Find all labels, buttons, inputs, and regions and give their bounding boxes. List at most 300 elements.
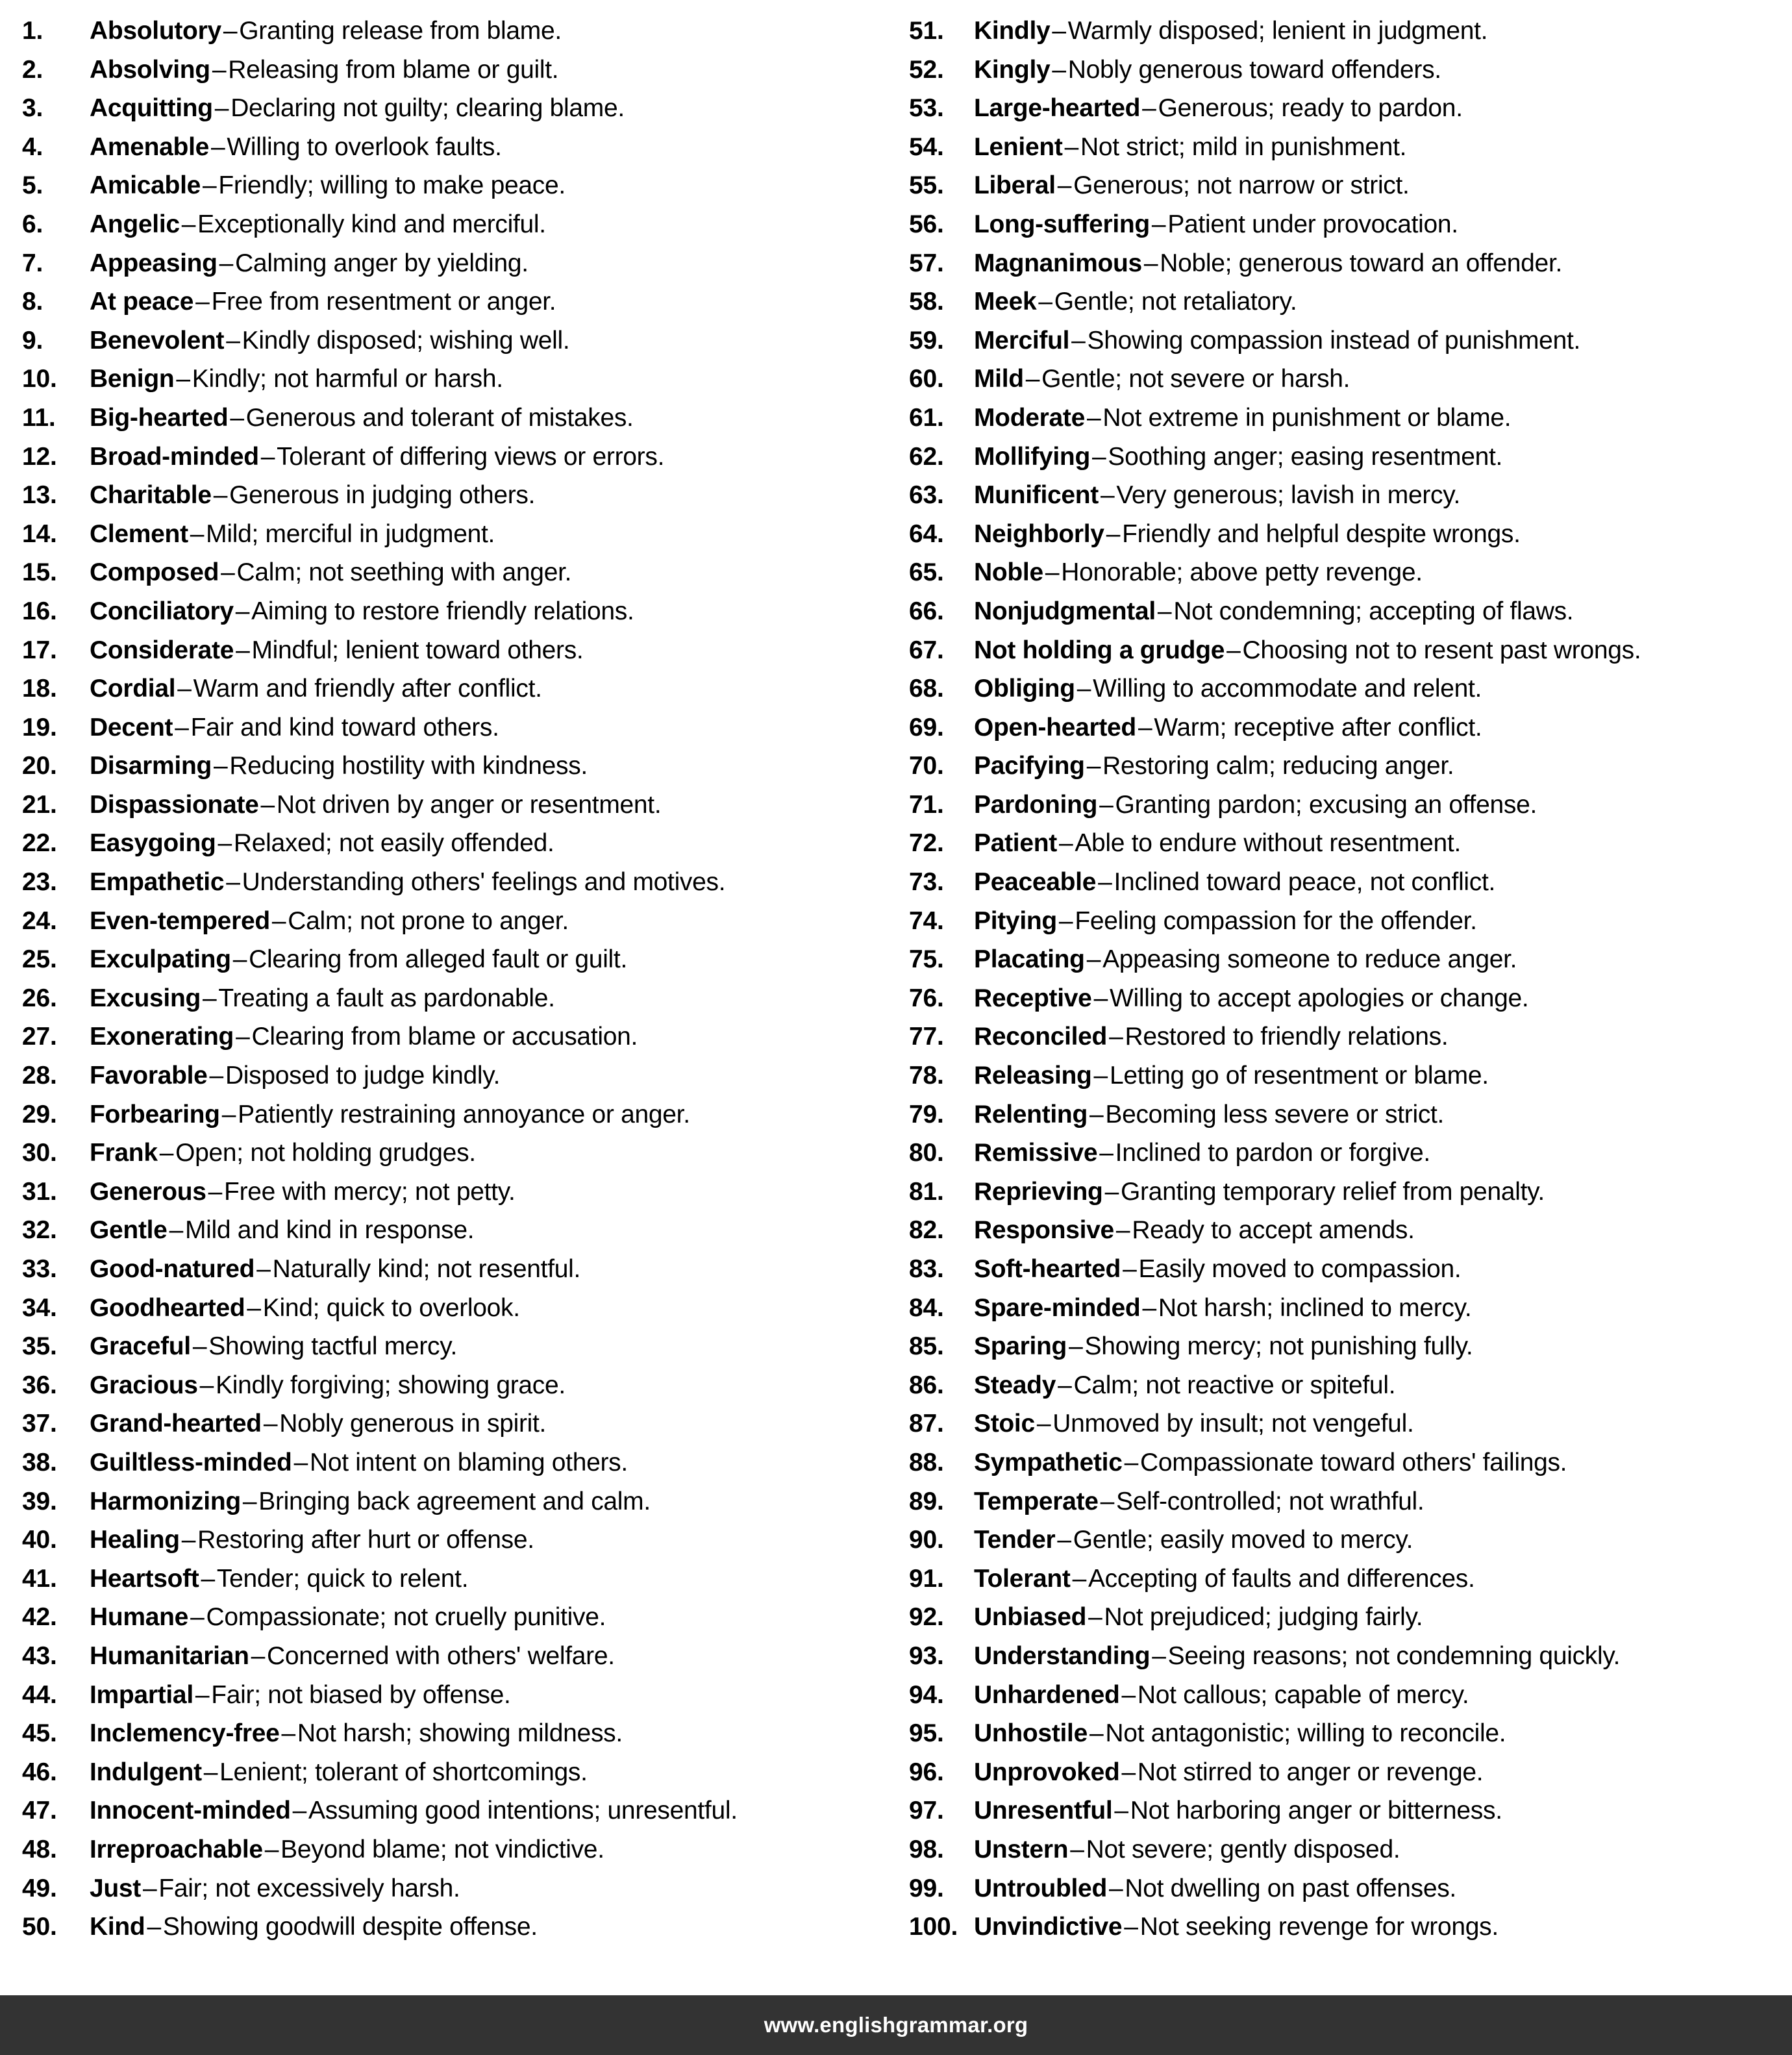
entry-body — [90, 902, 884, 941]
entry-number: 57. — [909, 249, 944, 277]
entry-number: 19. — [22, 713, 57, 741]
entry-body — [974, 669, 1780, 708]
entry-term: Angelic — [90, 210, 180, 238]
entry-body — [974, 1443, 1780, 1482]
entry-definition: Honorable; above petty revenge. — [1061, 558, 1423, 587]
entry-number: 97. — [909, 1797, 944, 1825]
word-entry — [909, 1366, 1780, 1405]
entry-separator: – — [293, 1448, 308, 1476]
word-entry — [909, 979, 1780, 1018]
entry-separator: – — [218, 829, 232, 858]
word-entry — [22, 360, 884, 399]
entry-separator: – — [271, 906, 286, 935]
word-entry — [909, 1327, 1780, 1366]
entry-term: Humane — [90, 1603, 189, 1632]
entry-number: 90. — [909, 1526, 944, 1554]
entry-term: Indulgent — [90, 1758, 202, 1786]
word-entry — [22, 515, 884, 554]
word-entry — [909, 940, 1780, 979]
entry-term: Kindly — [974, 17, 1051, 45]
word-entry — [22, 476, 884, 515]
entry-term: Relenting — [974, 1100, 1088, 1128]
entry-body — [90, 631, 884, 670]
entry-number: 23. — [22, 868, 57, 897]
word-entry — [909, 1056, 1780, 1095]
entry-body — [90, 282, 884, 321]
entry-body — [974, 1791, 1780, 1830]
entry-definition: Declaring not guilty; clearing blame. — [230, 94, 625, 123]
entry-definition: Accepting of faults and differences. — [1088, 1564, 1475, 1593]
word-entry — [22, 1598, 884, 1637]
entry-definition: Not condemning; accepting of flaws. — [1173, 597, 1574, 625]
word-entry — [22, 1404, 884, 1443]
entry-definition: Generous; not narrow or strict. — [1073, 171, 1410, 200]
entry-number: 30. — [22, 1139, 57, 1167]
entry-body — [90, 863, 884, 902]
entry-separator: – — [169, 1216, 183, 1245]
entry-number: 74. — [909, 906, 944, 935]
entry-definition: Clearing from blame or accusation. — [251, 1023, 638, 1051]
word-entry — [22, 1134, 884, 1173]
entry-body — [974, 747, 1780, 786]
entry-body — [974, 12, 1780, 51]
word-entry — [909, 1637, 1780, 1676]
entry-term: Nonjudgmental — [974, 597, 1156, 625]
entry-term: Considerate — [90, 636, 234, 664]
entry-term: Gentle — [90, 1216, 168, 1245]
entry-body — [90, 1482, 884, 1521]
entry-separator: – — [1226, 636, 1241, 664]
entry-separator: – — [1142, 1293, 1156, 1322]
entry-body — [974, 282, 1780, 321]
entry-number: 62. — [909, 442, 944, 471]
word-entry — [909, 1714, 1780, 1753]
entry-body — [974, 1404, 1780, 1443]
entry-body — [90, 1095, 884, 1134]
entry-separator: – — [190, 519, 205, 548]
entry-definition: Easily moved to compassion. — [1138, 1255, 1462, 1283]
entry-definition: Gentle; easily moved to mercy. — [1073, 1526, 1413, 1554]
word-entry — [22, 1366, 884, 1405]
entry-definition: Generous and tolerant of mistakes. — [245, 403, 634, 432]
entry-definition: Mindful; lenient toward others. — [251, 636, 584, 664]
entry-number: 51. — [909, 17, 944, 45]
entry-definition: Showing mercy; not punishing fully. — [1084, 1332, 1473, 1361]
entry-body — [90, 476, 884, 515]
entry-number: 40. — [22, 1526, 57, 1554]
entry-definition: Calm; not reactive or spiteful. — [1073, 1371, 1396, 1399]
entry-body — [90, 1327, 884, 1366]
entry-number: 3. — [22, 94, 44, 123]
entry-number: 72. — [909, 829, 944, 858]
entry-body — [90, 1134, 884, 1173]
entry-number: 27. — [22, 1023, 57, 1051]
entry-definition: Feeling compassion for the offender. — [1075, 906, 1477, 935]
word-entry — [909, 1598, 1780, 1637]
entry-separator: – — [1142, 94, 1156, 123]
entry-separator: – — [214, 752, 228, 780]
entry-term: Decent — [90, 713, 173, 741]
entry-number: 88. — [909, 1448, 944, 1476]
word-entry — [22, 1908, 884, 1947]
word-entry — [22, 1753, 884, 1792]
entry-term: Broad-minded — [90, 442, 259, 471]
entry-separator: – — [242, 1487, 257, 1515]
entry-number: 84. — [909, 1293, 944, 1322]
entry-term: Even-tempered — [90, 906, 270, 935]
entry-separator: – — [221, 1100, 236, 1128]
entry-definition: Warm and friendly after conflict. — [193, 675, 542, 703]
entry-separator: – — [147, 1913, 161, 1941]
entry-number: 4. — [22, 132, 44, 161]
entry-number: 44. — [22, 1680, 57, 1709]
word-entry — [909, 476, 1780, 515]
entry-term: Good-natured — [90, 1255, 255, 1283]
entry-definition: Fair; not excessively harsh. — [158, 1874, 460, 1902]
entry-body — [90, 515, 884, 554]
word-entry — [22, 592, 884, 631]
entry-definition: Ready to accept amends. — [1132, 1216, 1415, 1245]
entry-body — [974, 824, 1780, 863]
entry-separator: – — [199, 1371, 214, 1399]
entry-separator: – — [1069, 1332, 1083, 1361]
entry-body — [974, 1134, 1780, 1173]
word-entry — [22, 399, 884, 438]
entry-term: Reconciled — [974, 1023, 1108, 1051]
entry-separator: – — [1088, 1603, 1102, 1632]
entry-body — [90, 669, 884, 708]
entry-separator: – — [1091, 442, 1106, 471]
entry-definition: Not harsh; inclined to mercy. — [1158, 1293, 1472, 1322]
entry-body — [974, 1211, 1780, 1250]
entry-term: Favorable — [90, 1062, 208, 1090]
entry-definition: Not intent on blaming others. — [309, 1448, 628, 1476]
entry-number: 60. — [909, 365, 944, 393]
entry-number: 2. — [22, 55, 44, 84]
word-entry — [909, 1250, 1780, 1289]
entry-body — [974, 321, 1780, 360]
entry-term: Patient — [974, 829, 1057, 858]
word-entry — [909, 631, 1780, 670]
word-entry — [909, 1521, 1780, 1560]
entry-term: Unbiased — [974, 1603, 1087, 1632]
entry-separator: – — [251, 1641, 266, 1670]
entry-term: Untroubled — [974, 1874, 1107, 1902]
entry-term: Disarming — [90, 752, 212, 780]
word-entry — [22, 51, 884, 90]
entry-number: 47. — [22, 1797, 57, 1825]
entry-definition: Mild; merciful in judgment. — [206, 519, 495, 548]
entry-term: Appeasing — [90, 249, 218, 277]
entry-separator: – — [1123, 1255, 1137, 1283]
entry-body — [974, 708, 1780, 747]
entry-number: 18. — [22, 675, 57, 703]
entry-term: Amicable — [90, 171, 201, 200]
entry-term: Harmonizing — [90, 1487, 241, 1515]
entry-separator: – — [236, 636, 250, 664]
entry-body — [974, 1637, 1780, 1676]
entry-definition: Kindly; not harmful or harsh. — [192, 365, 503, 393]
entry-separator: – — [1152, 1641, 1166, 1670]
entry-number: 49. — [22, 1874, 57, 1902]
entry-term: Lenient — [974, 132, 1063, 161]
entry-term: Pacifying — [974, 752, 1085, 780]
entry-body — [974, 1560, 1780, 1599]
entry-term: Dispassionate — [90, 790, 259, 819]
entry-term: Stoic — [974, 1410, 1035, 1438]
entry-definition: Showing tactful mercy. — [208, 1332, 458, 1361]
entry-definition: Not dwelling on past offenses. — [1125, 1874, 1456, 1902]
word-entry — [22, 669, 884, 708]
entry-definition: Appeasing someone to reduce anger. — [1102, 945, 1517, 974]
entry-separator: – — [208, 1177, 223, 1206]
word-entry — [909, 553, 1780, 592]
word-entry — [909, 786, 1780, 825]
word-entry — [909, 669, 1780, 708]
entry-separator: – — [1099, 1139, 1114, 1167]
entry-number: 25. — [22, 945, 57, 974]
entry-number: 20. — [22, 752, 57, 780]
entry-separator: – — [1086, 945, 1101, 974]
entry-definition: Kind; quick to overlook. — [262, 1293, 520, 1322]
entry-body — [974, 360, 1780, 399]
entry-number: 56. — [909, 210, 944, 238]
entry-number: 11. — [22, 403, 56, 432]
entry-body — [90, 438, 884, 477]
entry-definition: Inclined toward peace, not conflict. — [1114, 868, 1496, 897]
entry-separator: – — [211, 132, 225, 161]
word-entry — [909, 89, 1780, 128]
entry-separator: – — [1071, 326, 1086, 355]
entry-term: Amenable — [90, 132, 209, 161]
entry-definition: Granting pardon; excusing an offense. — [1115, 790, 1537, 819]
entry-definition: Granting release from blame. — [239, 17, 562, 45]
word-entry — [909, 1134, 1780, 1173]
entry-definition: Not strict; mild in punishment. — [1080, 132, 1407, 161]
entry-definition: Willing to overlook faults. — [227, 132, 502, 161]
entry-separator: – — [203, 171, 217, 200]
entry-body — [90, 1289, 884, 1328]
entry-separator: – — [143, 1874, 157, 1902]
entry-separator: – — [247, 1293, 261, 1322]
entry-separator: – — [1057, 171, 1072, 200]
word-entry — [22, 747, 884, 786]
word-entry — [909, 12, 1780, 51]
entry-number: 31. — [22, 1177, 57, 1206]
entry-definition: Showing compassion instead of punishment. — [1087, 326, 1581, 355]
entry-body — [974, 1173, 1780, 1212]
entry-definition: Not prejudiced; judging fairly. — [1104, 1603, 1423, 1632]
word-entry — [909, 205, 1780, 244]
entry-separator: – — [1100, 1487, 1115, 1515]
entry-definition: Lenient; tolerant of shortcomings. — [219, 1758, 588, 1786]
footer-bar — [0, 1995, 1792, 2055]
entry-body — [90, 51, 884, 90]
entry-separator: – — [223, 17, 238, 45]
entry-separator: – — [1109, 1023, 1123, 1051]
entry-term: Peaceable — [974, 868, 1097, 897]
entry-number: 21. — [22, 790, 57, 819]
word-entry — [22, 12, 884, 51]
entry-number: 75. — [909, 945, 944, 974]
entry-definition: Exceptionally kind and merciful. — [197, 210, 546, 238]
entry-term: Acquitting — [90, 94, 213, 123]
word-entry — [909, 1753, 1780, 1792]
entry-number: 64. — [909, 519, 944, 548]
entry-body — [974, 476, 1780, 515]
word-entry — [909, 128, 1780, 167]
entry-separator: – — [1121, 1758, 1136, 1786]
entry-body — [974, 940, 1780, 979]
entry-separator: – — [1058, 1371, 1072, 1399]
entry-definition: Gentle; not retaliatory. — [1054, 288, 1297, 316]
entry-separator: – — [1045, 558, 1060, 587]
entry-body — [90, 128, 884, 167]
entry-number: 93. — [909, 1641, 944, 1670]
word-entry — [22, 282, 884, 321]
entry-number: 26. — [22, 984, 57, 1012]
entry-body — [974, 786, 1780, 825]
entry-term: Magnanimous — [974, 249, 1142, 277]
entry-term: Benevolent — [90, 326, 225, 355]
entry-term: Grand-hearted — [90, 1410, 262, 1438]
entry-body — [974, 244, 1780, 283]
entry-term: Just — [90, 1874, 141, 1902]
entry-body — [90, 89, 884, 128]
entry-separator: – — [214, 94, 229, 123]
entry-definition: Nobly generous in spirit. — [279, 1410, 547, 1438]
entry-number: 89. — [909, 1487, 944, 1515]
word-entry — [22, 1443, 884, 1482]
entry-term: Frank — [90, 1139, 158, 1167]
word-entry — [909, 902, 1780, 941]
entry-definition: Friendly; willing to make peace. — [218, 171, 566, 200]
entry-body — [90, 1366, 884, 1405]
entry-body — [974, 399, 1780, 438]
entry-definition: Soothing anger; easing resentment. — [1108, 442, 1503, 471]
entry-number: 54. — [909, 132, 944, 161]
entry-definition: Warm; receptive after conflict. — [1154, 713, 1482, 741]
word-entry — [22, 824, 884, 863]
entry-definition: Compassionate; not cruelly punitive. — [206, 1603, 606, 1632]
entry-term: Gracious — [90, 1371, 198, 1399]
entry-term: Forbearing — [90, 1100, 220, 1128]
entry-definition: Not harboring anger or bitterness. — [1130, 1797, 1502, 1825]
entry-term: Exonerating — [90, 1023, 234, 1051]
entry-number: 65. — [909, 558, 944, 587]
entry-definition: Bringing back agreement and calm. — [258, 1487, 651, 1515]
entry-number: 33. — [22, 1255, 57, 1283]
word-entry — [22, 786, 884, 825]
entry-number: 50. — [22, 1913, 57, 1941]
entry-separator: – — [195, 288, 210, 316]
entry-definition: Inclined to pardon or forgive. — [1115, 1139, 1430, 1167]
entry-definition: Not severe; gently disposed. — [1086, 1835, 1400, 1863]
entry-term: Neighborly — [974, 519, 1104, 548]
entry-term: Absolutory — [90, 17, 221, 45]
word-entry — [909, 747, 1780, 786]
entry-term: Benign — [90, 365, 175, 393]
entry-separator: – — [221, 558, 235, 587]
entry-term: Understanding — [974, 1641, 1151, 1670]
entry-term: Liberal — [974, 171, 1056, 200]
entry-term: Cordial — [90, 675, 176, 703]
word-entry — [22, 438, 884, 477]
entry-separator: – — [1052, 17, 1066, 45]
entry-term: Exculpating — [90, 945, 231, 974]
entry-term: Mollifying — [974, 442, 1090, 471]
entry-term: Obliging — [974, 675, 1075, 703]
entry-definition: Relaxed; not easily offended. — [233, 829, 554, 858]
entry-definition: Patiently restraining annoyance or anger. — [238, 1100, 690, 1128]
entry-definition: Understanding others' feelings and motives. — [242, 868, 726, 897]
entry-body — [974, 1056, 1780, 1095]
entry-definition: Restoring after hurt or offense. — [197, 1526, 534, 1554]
entry-separator: – — [192, 1332, 207, 1361]
entry-number: 5. — [22, 171, 44, 200]
entry-definition: Fair; not biased by offense. — [211, 1680, 511, 1709]
entry-separator: – — [176, 365, 190, 393]
word-entry — [909, 592, 1780, 631]
entry-number: 8. — [22, 288, 44, 316]
entry-term: Unvindictive — [974, 1913, 1123, 1941]
word-entry — [22, 89, 884, 128]
entry-definition: Restoring calm; reducing anger. — [1102, 752, 1454, 780]
word-entry — [22, 1250, 884, 1289]
entry-body — [90, 399, 884, 438]
entry-body — [974, 438, 1780, 477]
entry-term: Generous — [90, 1177, 206, 1206]
entry-number: 55. — [909, 171, 944, 200]
word-entry — [22, 940, 884, 979]
word-entry — [909, 51, 1780, 90]
entry-term: Responsive — [974, 1216, 1114, 1245]
entry-number: 9. — [22, 326, 44, 355]
entry-body — [974, 553, 1780, 592]
entry-number: 68. — [909, 675, 944, 703]
entry-term: Big-hearted — [90, 403, 229, 432]
entry-number: 92. — [909, 1603, 944, 1632]
entry-term: Easygoing — [90, 829, 216, 858]
entry-number: 77. — [909, 1023, 944, 1051]
entry-number: 24. — [22, 906, 57, 935]
entry-body — [974, 205, 1780, 244]
entry-separator: – — [159, 1139, 174, 1167]
entry-term: Guiltless-minded — [90, 1448, 292, 1476]
entry-term: Merciful — [974, 326, 1070, 355]
entry-separator: – — [1070, 1835, 1084, 1863]
entry-term: Remissive — [974, 1139, 1098, 1167]
entry-separator: – — [1086, 403, 1101, 432]
entry-term: Graceful — [90, 1332, 191, 1361]
word-entry — [909, 1560, 1780, 1599]
entry-body — [974, 515, 1780, 554]
entry-definition: Naturally kind; not resentful. — [272, 1255, 581, 1283]
word-entry — [909, 863, 1780, 902]
entry-term: Large-hearted — [974, 94, 1141, 123]
entry-number: 66. — [909, 597, 944, 625]
entry-separator: – — [1108, 1874, 1123, 1902]
entry-body — [974, 1521, 1780, 1560]
entry-body — [90, 1869, 884, 1908]
word-entry — [22, 979, 884, 1018]
entry-body — [974, 51, 1780, 90]
entry-definition: Calm; not prone to anger. — [288, 906, 569, 935]
word-entry — [909, 1211, 1780, 1250]
entry-definition: Kindly disposed; wishing well. — [242, 326, 570, 355]
entry-term: Healing — [90, 1526, 180, 1554]
word-entry — [909, 321, 1780, 360]
